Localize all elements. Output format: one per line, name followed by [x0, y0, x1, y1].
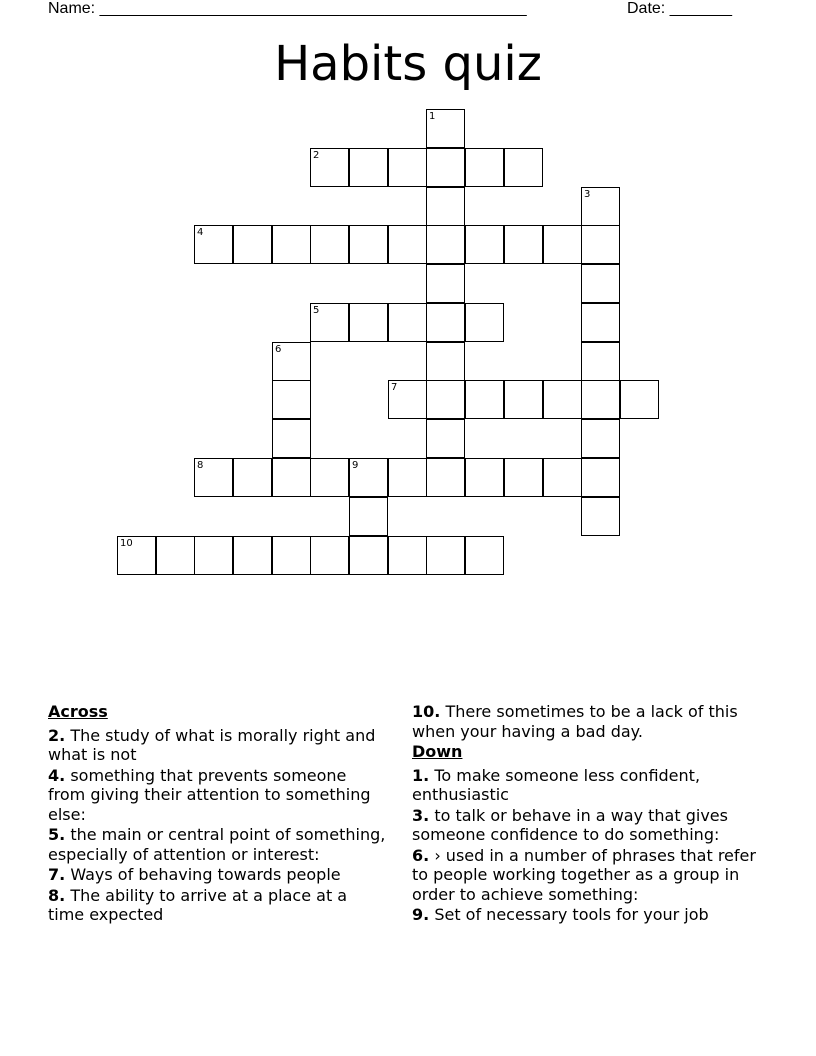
- clue-number: 10.: [412, 702, 441, 721]
- grid-cell[interactable]: [504, 148, 543, 187]
- grid-cell[interactable]: [543, 380, 582, 419]
- grid-cell[interactable]: [233, 225, 272, 264]
- grid-cell[interactable]: [426, 419, 465, 458]
- down-heading: Down: [412, 742, 463, 761]
- clue-across-4: [48, 766, 388, 825]
- grid-cell[interactable]: [349, 303, 388, 342]
- cell-number: 6: [275, 344, 282, 355]
- clues-right-column: [412, 702, 762, 926]
- clue-text: The study of what is morally right and what is not: [48, 725, 376, 764]
- grid-cell-6[interactable]: [272, 342, 311, 381]
- clue-number: 1.: [412, 765, 430, 785]
- grid-cell[interactable]: [465, 225, 504, 264]
- cell-number: 1: [429, 111, 436, 122]
- date-field-label[interactable]: Date: _______: [627, 0, 732, 17]
- clue-text: Set of necessary tools for your job: [434, 905, 709, 924]
- cell-number: 4: [197, 227, 204, 238]
- grid-cell[interactable]: [272, 380, 311, 419]
- grid-cell[interactable]: [465, 458, 504, 497]
- grid-cell[interactable]: [349, 497, 388, 536]
- grid-cell[interactable]: [581, 458, 620, 497]
- name-field-label[interactable]: Name: ________________________________________________: [48, 0, 527, 17]
- grid-cell[interactable]: [388, 536, 427, 575]
- cell-number: 5: [313, 305, 320, 316]
- grid-cell[interactable]: [581, 497, 620, 536]
- grid-cell-2[interactable]: [310, 148, 349, 187]
- grid-cell[interactable]: [272, 225, 311, 264]
- grid-cell[interactable]: [426, 458, 465, 497]
- clue-text: › used in a number of phrases that refer to people working together as a group in order to achieve something:: [412, 845, 756, 904]
- grid-cell[interactable]: [426, 536, 465, 575]
- clue-text: There sometimes to be a lack of this when your having a bad day.: [412, 702, 738, 741]
- grid-cell[interactable]: [426, 303, 465, 342]
- grid-cell[interactable]: [620, 380, 659, 419]
- grid-cell[interactable]: [504, 380, 543, 419]
- grid-cell[interactable]: [388, 148, 427, 187]
- grid-cell[interactable]: [581, 419, 620, 458]
- grid-cell[interactable]: [272, 536, 311, 575]
- clue-number: 5.: [48, 825, 66, 844]
- clue-down-6: [412, 846, 762, 905]
- grid-cell[interactable]: [388, 225, 427, 264]
- clue-down-9: [412, 905, 762, 925]
- grid-cell[interactable]: [349, 225, 388, 264]
- grid-cell-9[interactable]: [349, 458, 388, 497]
- grid-cell[interactable]: [504, 225, 543, 264]
- clue-number: 8.: [48, 885, 66, 905]
- clue-number: 4.: [48, 765, 66, 785]
- grid-cell[interactable]: [581, 225, 620, 264]
- across-heading: Across: [48, 702, 108, 721]
- clue-text: Ways of behaving towards people: [70, 865, 341, 884]
- cell-number: 7: [391, 382, 398, 393]
- grid-cell[interactable]: [388, 458, 427, 497]
- grid-cell[interactable]: [426, 148, 465, 187]
- grid-cell[interactable]: [426, 225, 465, 264]
- grid-cell[interactable]: [426, 380, 465, 419]
- grid-cell[interactable]: [426, 187, 465, 226]
- grid-cell[interactable]: [581, 380, 620, 419]
- grid-cell[interactable]: [581, 264, 620, 303]
- grid-cell[interactable]: [543, 225, 582, 264]
- grid-cell-4[interactable]: [194, 225, 233, 264]
- grid-cell[interactable]: [310, 458, 349, 497]
- grid-cell[interactable]: [272, 419, 311, 458]
- clue-text: To make someone less confident, enthusiastic: [412, 765, 701, 804]
- clue-text: the main or central point of something, especially of attention or interest:: [48, 825, 386, 864]
- grid-cell[interactable]: [426, 264, 465, 303]
- grid-cell[interactable]: [543, 458, 582, 497]
- clue-across-8: [48, 886, 388, 925]
- grid-cell[interactable]: [194, 536, 233, 575]
- clues-left-column: [48, 702, 388, 926]
- grid-cell[interactable]: [272, 458, 311, 497]
- grid-cell[interactable]: [310, 225, 349, 264]
- grid-cell[interactable]: [465, 380, 504, 419]
- cell-number: 8: [197, 460, 204, 471]
- grid-cell[interactable]: [388, 303, 427, 342]
- grid-cell[interactable]: [310, 536, 349, 575]
- grid-cell[interactable]: [233, 458, 272, 497]
- clue-number: 9.: [412, 905, 430, 924]
- clue-across-2: [48, 726, 388, 765]
- grid-cell-1[interactable]: [426, 109, 465, 148]
- grid-cell[interactable]: [504, 458, 543, 497]
- grid-cell[interactable]: [581, 303, 620, 342]
- clue-text: something that prevents someone from giving their attention to something else:: [48, 765, 371, 824]
- grid-cell[interactable]: [349, 148, 388, 187]
- grid-cell-5[interactable]: [310, 303, 349, 342]
- cell-number: 10: [120, 538, 133, 549]
- grid-cell[interactable]: [426, 342, 465, 381]
- cell-number: 9: [352, 460, 359, 471]
- clue-number: 7.: [48, 865, 66, 884]
- clue-number: 2.: [48, 725, 66, 745]
- grid-cell[interactable]: [156, 536, 195, 575]
- grid-cell[interactable]: [581, 342, 620, 381]
- grid-cell-3[interactable]: [581, 187, 620, 226]
- grid-cell[interactable]: [233, 536, 272, 575]
- grid-cell[interactable]: [465, 148, 504, 187]
- clue-down-3: [412, 806, 762, 845]
- grid-cell-10[interactable]: [117, 536, 156, 575]
- grid-cell[interactable]: [465, 303, 504, 342]
- clue-across-10: [412, 702, 762, 741]
- grid-cell[interactable]: [349, 536, 388, 575]
- clue-across-7: [48, 865, 388, 885]
- grid-cell-8[interactable]: [194, 458, 233, 497]
- grid-cell-7[interactable]: [388, 380, 427, 419]
- grid-cell[interactable]: [465, 536, 504, 575]
- clue-number: 3.: [412, 805, 430, 825]
- clue-across-5: [48, 825, 388, 864]
- page-title: Habits quiz: [274, 36, 542, 92]
- clue-down-1: [412, 766, 762, 805]
- cell-number: 3: [584, 189, 591, 200]
- clue-text: The ability to arrive at a place at a time expected: [48, 885, 348, 924]
- cell-number: 2: [313, 150, 320, 161]
- clue-text: to talk or behave in a way that gives someone confidence to do something:: [412, 805, 728, 844]
- clue-number: 6.: [412, 845, 430, 865]
